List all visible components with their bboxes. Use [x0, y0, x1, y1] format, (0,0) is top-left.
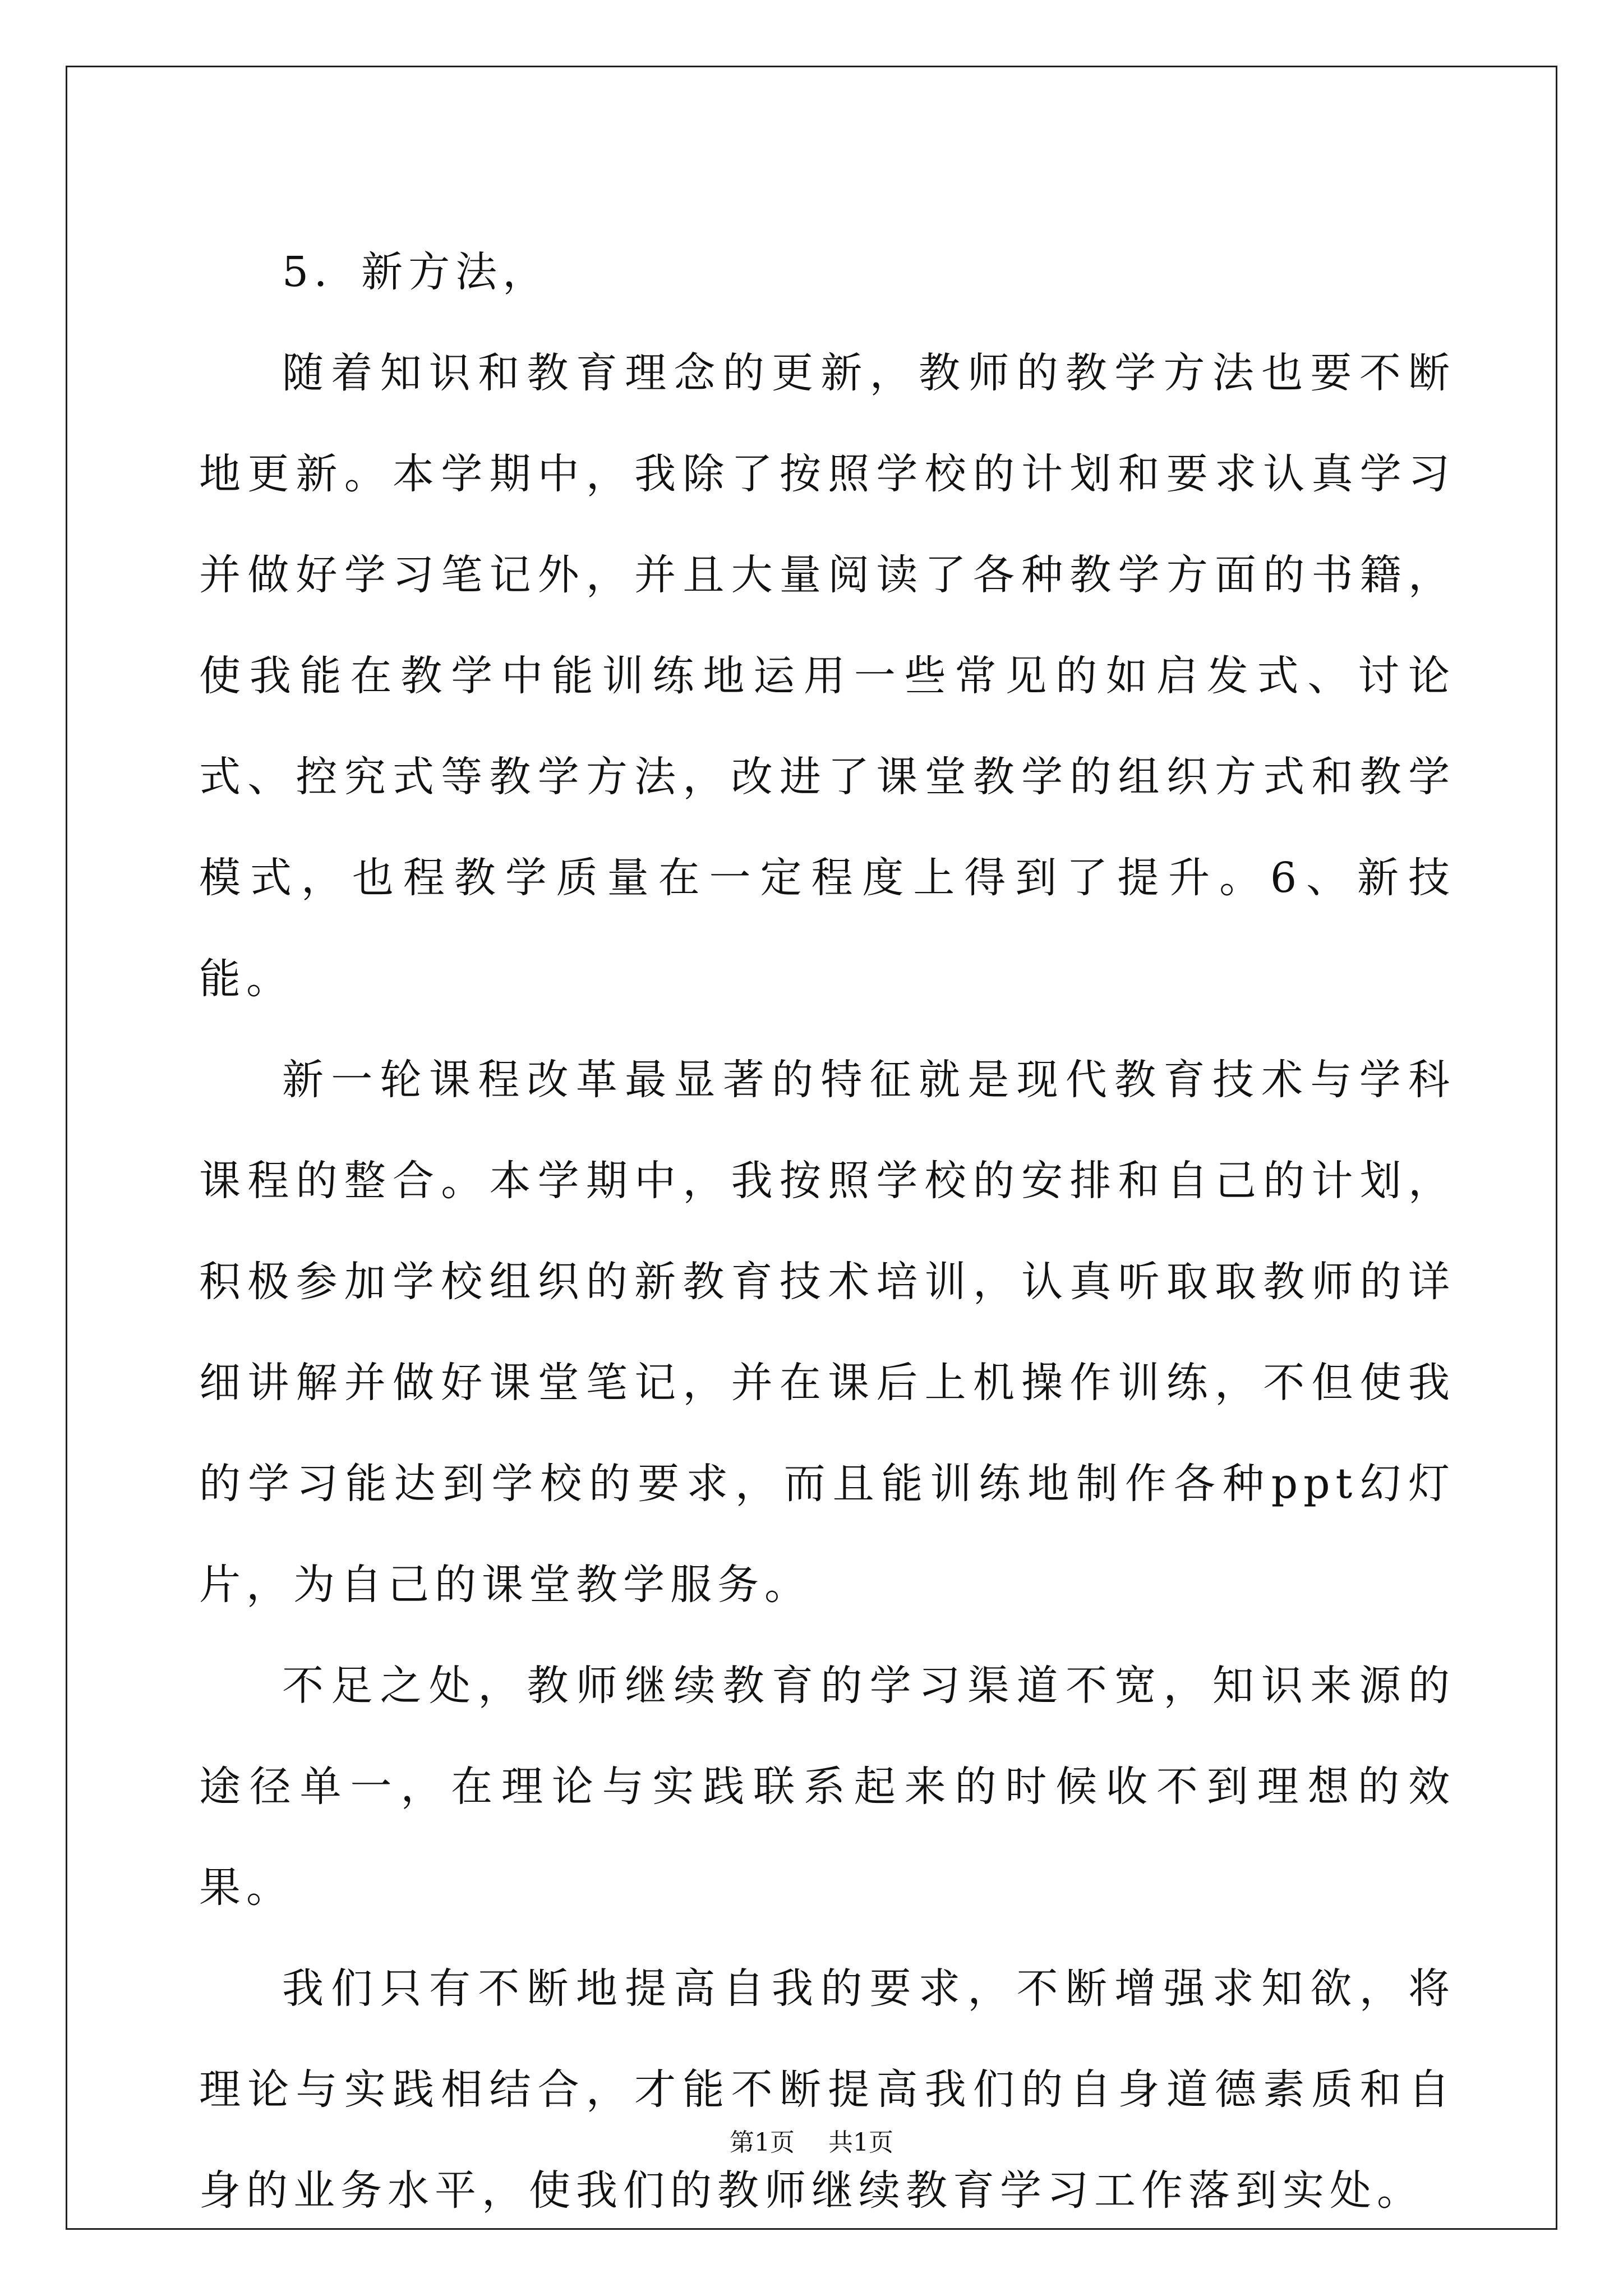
document-body — [199, 222, 1455, 2241]
section-heading: 5．新方法， — [282, 248, 550, 296]
page-total: 共1页 — [828, 2128, 893, 2157]
paragraph-shortcomings: 不足之处，教师继续教育的学习渠道不宽，知识来源的途径单一，在理论与实践联系起来的时候收不到理想的效果。 — [199, 1662, 1455, 1912]
paragraph-new-methods: 随着知识和教育理念的更新，教师的教学方法也要不断地更新。本学期中，我除了按照学校的计划和要求认真学习并做好学习笔记外，并且大量阅读了各种教学方面的书籍，使我能在教学中能训练地运用一些常见的如启发式、讨论式、控究式等教学方法，改进了课堂教学的组织方式和教学模式，也程教学质量在一定程度上得到了提升。6、新技能。 — [199, 349, 1455, 1003]
page-number: 第1页 — [730, 2128, 795, 2157]
paragraph-conclusion: 我们只有不断地提高自我的要求，不断增强求知欲，将理论与实践相结合，才能不断提高我们的自身道德素质和自身的业务水平，使我们的教师继续教育学习工作落到实处。 — [199, 1964, 1455, 2215]
paragraph-new-technology: 新一轮课程改革最显著的特征就是现代教育技术与学科课程的整合。本学期中，我按照学校的安排和自己的计划，积极参加学校组织的新教育技术培训，认真听取取教师的详细讲解并做好课堂笔记，并在课后上机操作训练，不但使我的学习能达到学校的要求，而且能训练地制作各种ppt幻灯片，为自己的课堂教学服务。 — [199, 1056, 1455, 1609]
page-footer — [0, 2126, 1623, 2160]
